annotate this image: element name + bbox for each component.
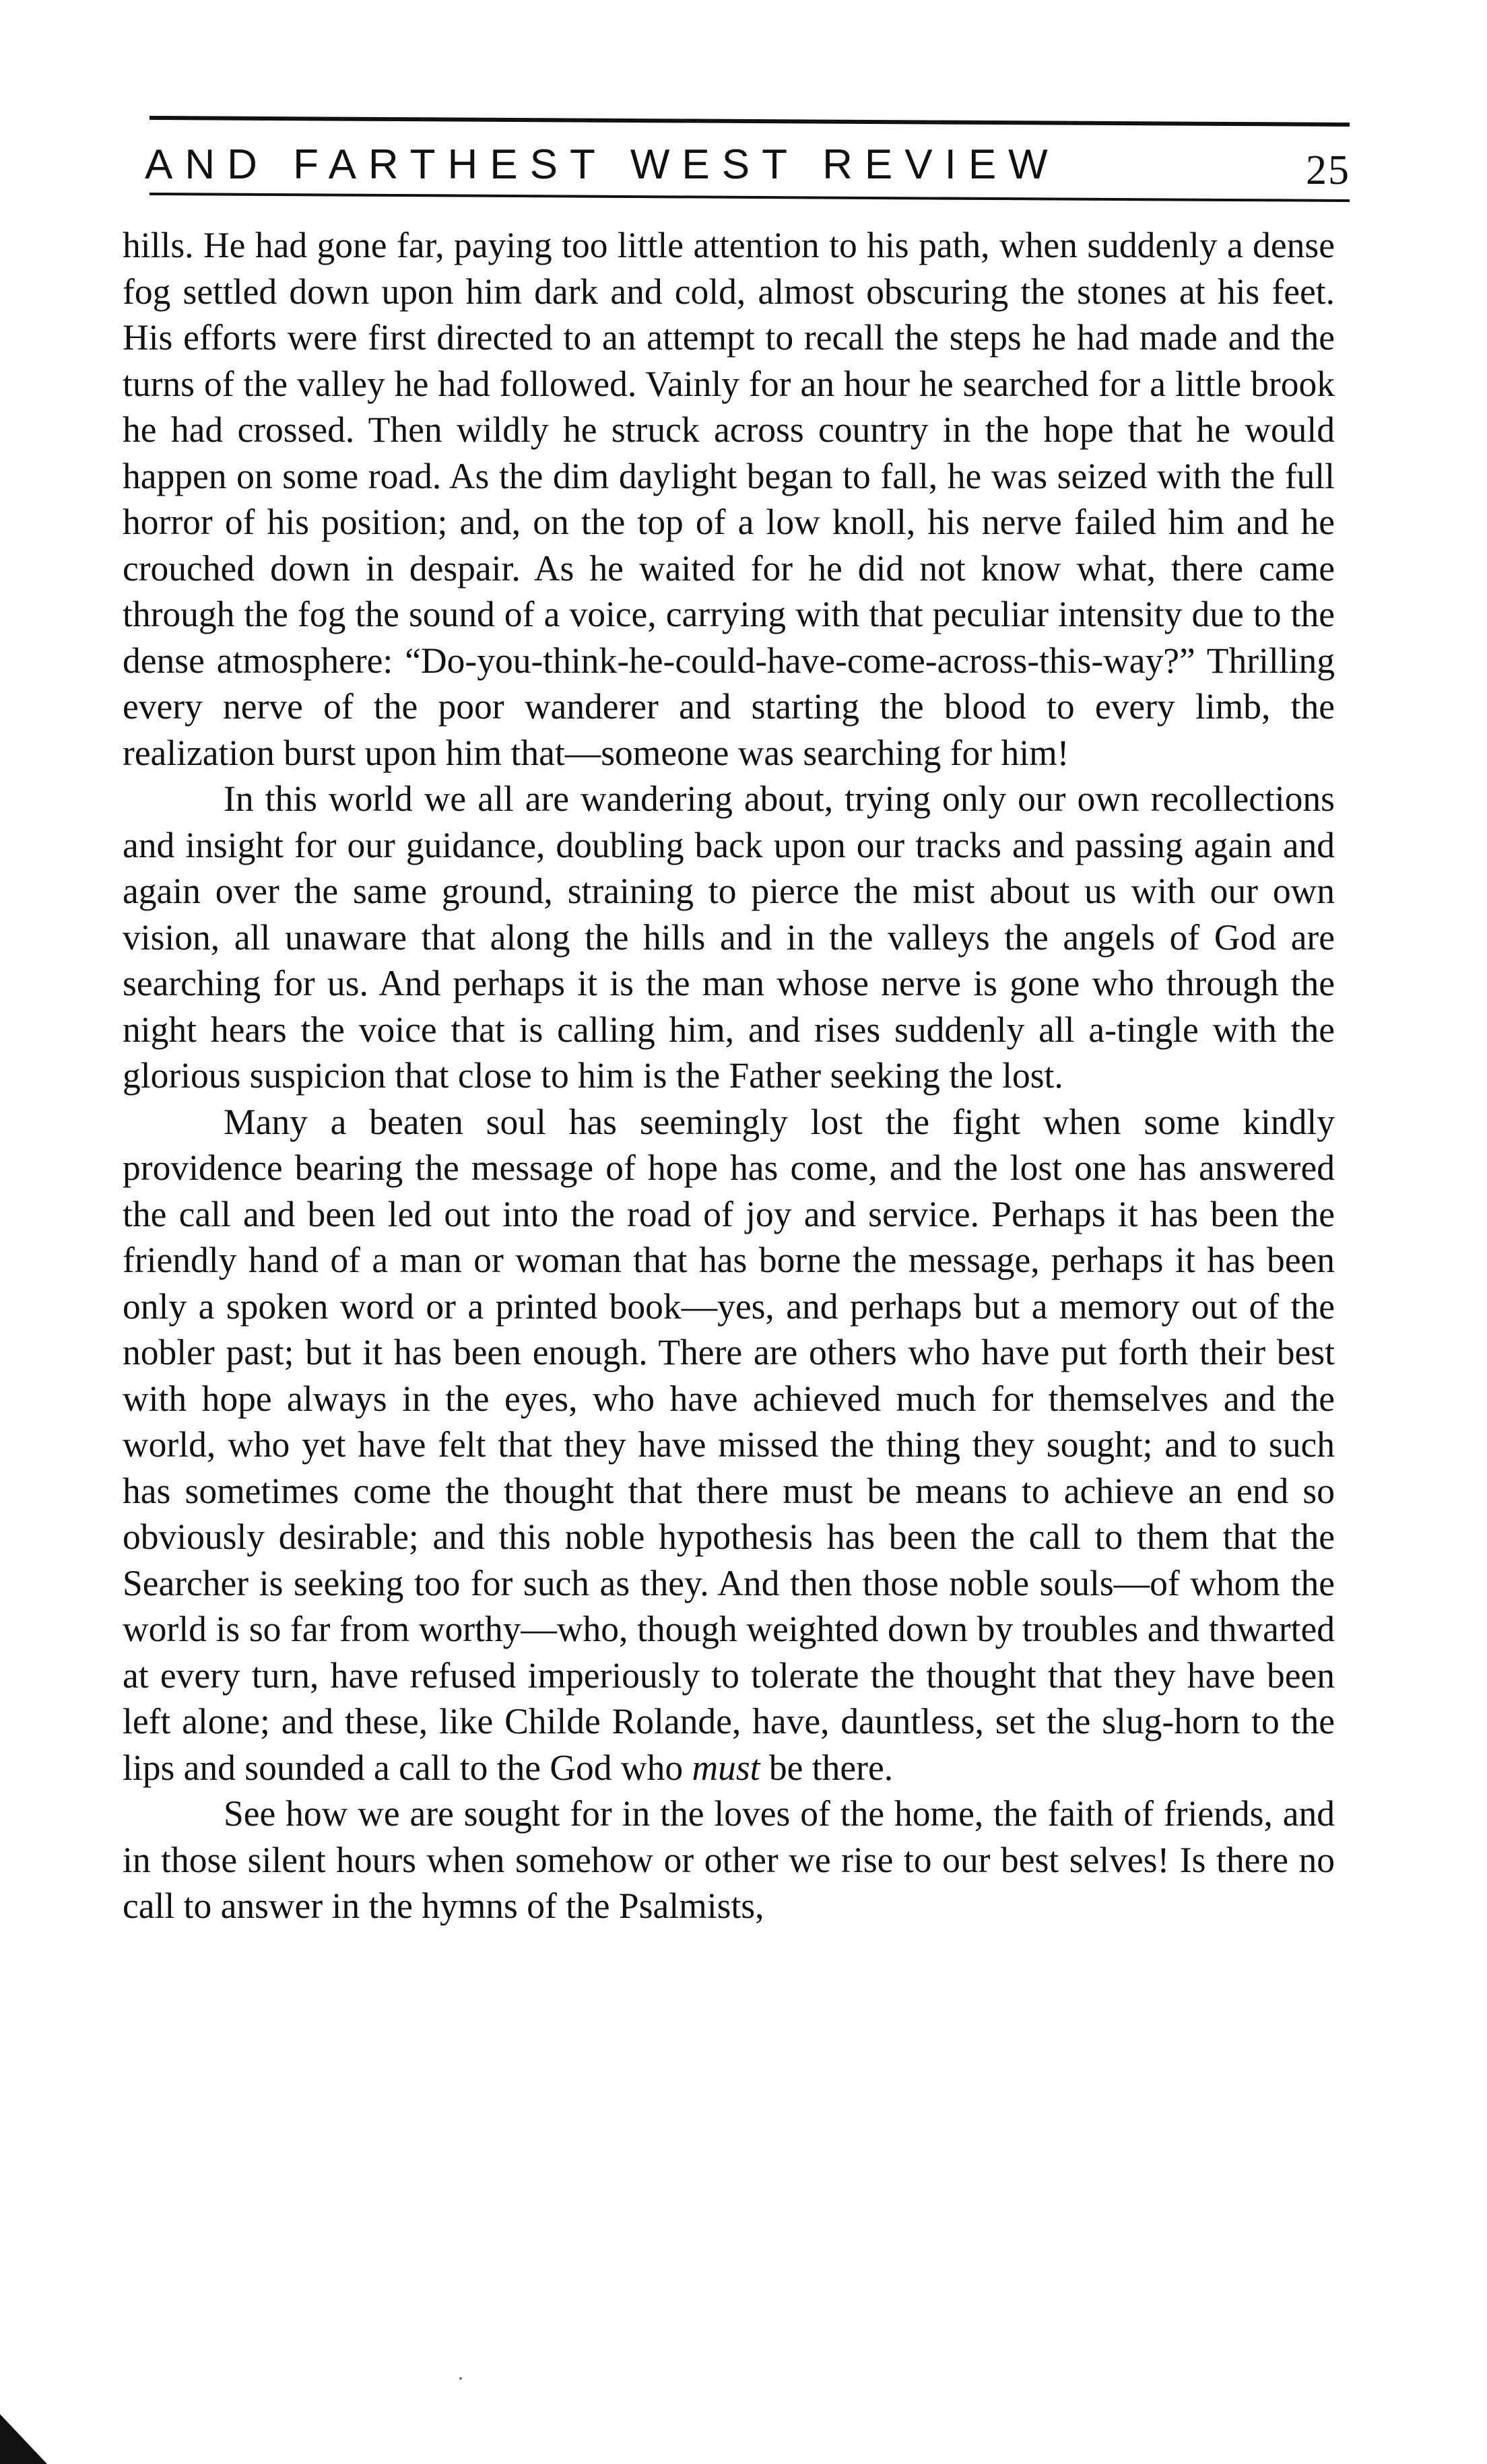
article-body [123, 222, 1335, 1929]
scan-corner-mark [0, 2414, 47, 2464]
paragraph-1: hills. He had gone far, paying too little attention to his path, when suddenly a dense fog settled down upon him dark and cold, almost obscuring the stones at his feet. His efforts were first directed to an attempt to recall the steps he had made and the turns of the valley he had followed. Vainly for an hour he searched for a little brook he had crossed. Then wildly he struck across country in the hope that he would happen on some road. As the dim daylight began to fall, he was seized with the full horror of his position; and, on the top of a low knoll, his nerve failed him and he crouched down in despair. As he waited for he did not know what, there came through the fog the sound of a voice, carrying with that peculiar intensity due to the dense atmosphere: “Do-you-think-he-could-have-come-across-this-way?” Thrilling every nerve of the poor wanderer and starting the blood to every limb, the realization burst upon him that—someone was searching for him! [123, 225, 1335, 773]
paragraph-2: In this world we all are wandering about, trying only our own recollections and insight for our guidance, doubling back upon our tracks and passing again and again over the same ground, straining to pierce the mist about us with our own vision, all unaware that along the hills and in the valleys the angels of God are searching for us. And perhaps it is the man whose nerve is gone who through the night hears the voice that is calling him, and rises suddenly all a-tingle with the glorious suspicion that close to him is the Father seeking the lost. [123, 778, 1335, 1096]
paragraph-3 [123, 1099, 1335, 1791]
paragraph-4: See how we are sought for in the loves of the home, the faith of friends, and in those silent hours when somehow or other we rise to our best selves! Is there no call to answer in the hymns of the Psalmists, [123, 1793, 1335, 1926]
emphasis-must: must [692, 1747, 760, 1788]
header-top-rule [150, 116, 1350, 127]
page-number: 25 [1306, 147, 1350, 193]
paragraph-3-text: Many a beaten soul has seemingly lost the fight when some kindly providence bearing the message of hope has come, and the lost one has answered the call and been led out into the road of joy and service. Perhaps it has been the friendly hand of a man or woman that has borne the message, perhaps it has been only a spoken word or a printed book—yes, and perhaps but a memory out of the nobler past; but it has been enough. There are others who have put forth their best with hope always in the eyes, who have achieved much for themselves and the world, who yet have felt that they have missed the thing they sought; and to such has sometimes come the thought that there must be means to achieve an end so obviously desirable; and this noble hypothesis has been the call to them that the Searcher is seeking too for such as they. And then those noble souls—of whom the world is so far from worthy—who, though weighted down by troubles and thwarted at every turn, have refused imperiously to tolerate the thought that they have been left alone; and these, like Childe Rolande, have, dauntless, set the slug-horn to the lips and sounded a call to the God who [123, 1101, 1335, 1788]
running-title: AND FARTHEST WEST REVIEW [145, 141, 1060, 188]
running-header [145, 135, 1357, 195]
paragraph-3-ending: be there. [768, 1747, 894, 1788]
ink-speck [459, 2377, 462, 2380]
